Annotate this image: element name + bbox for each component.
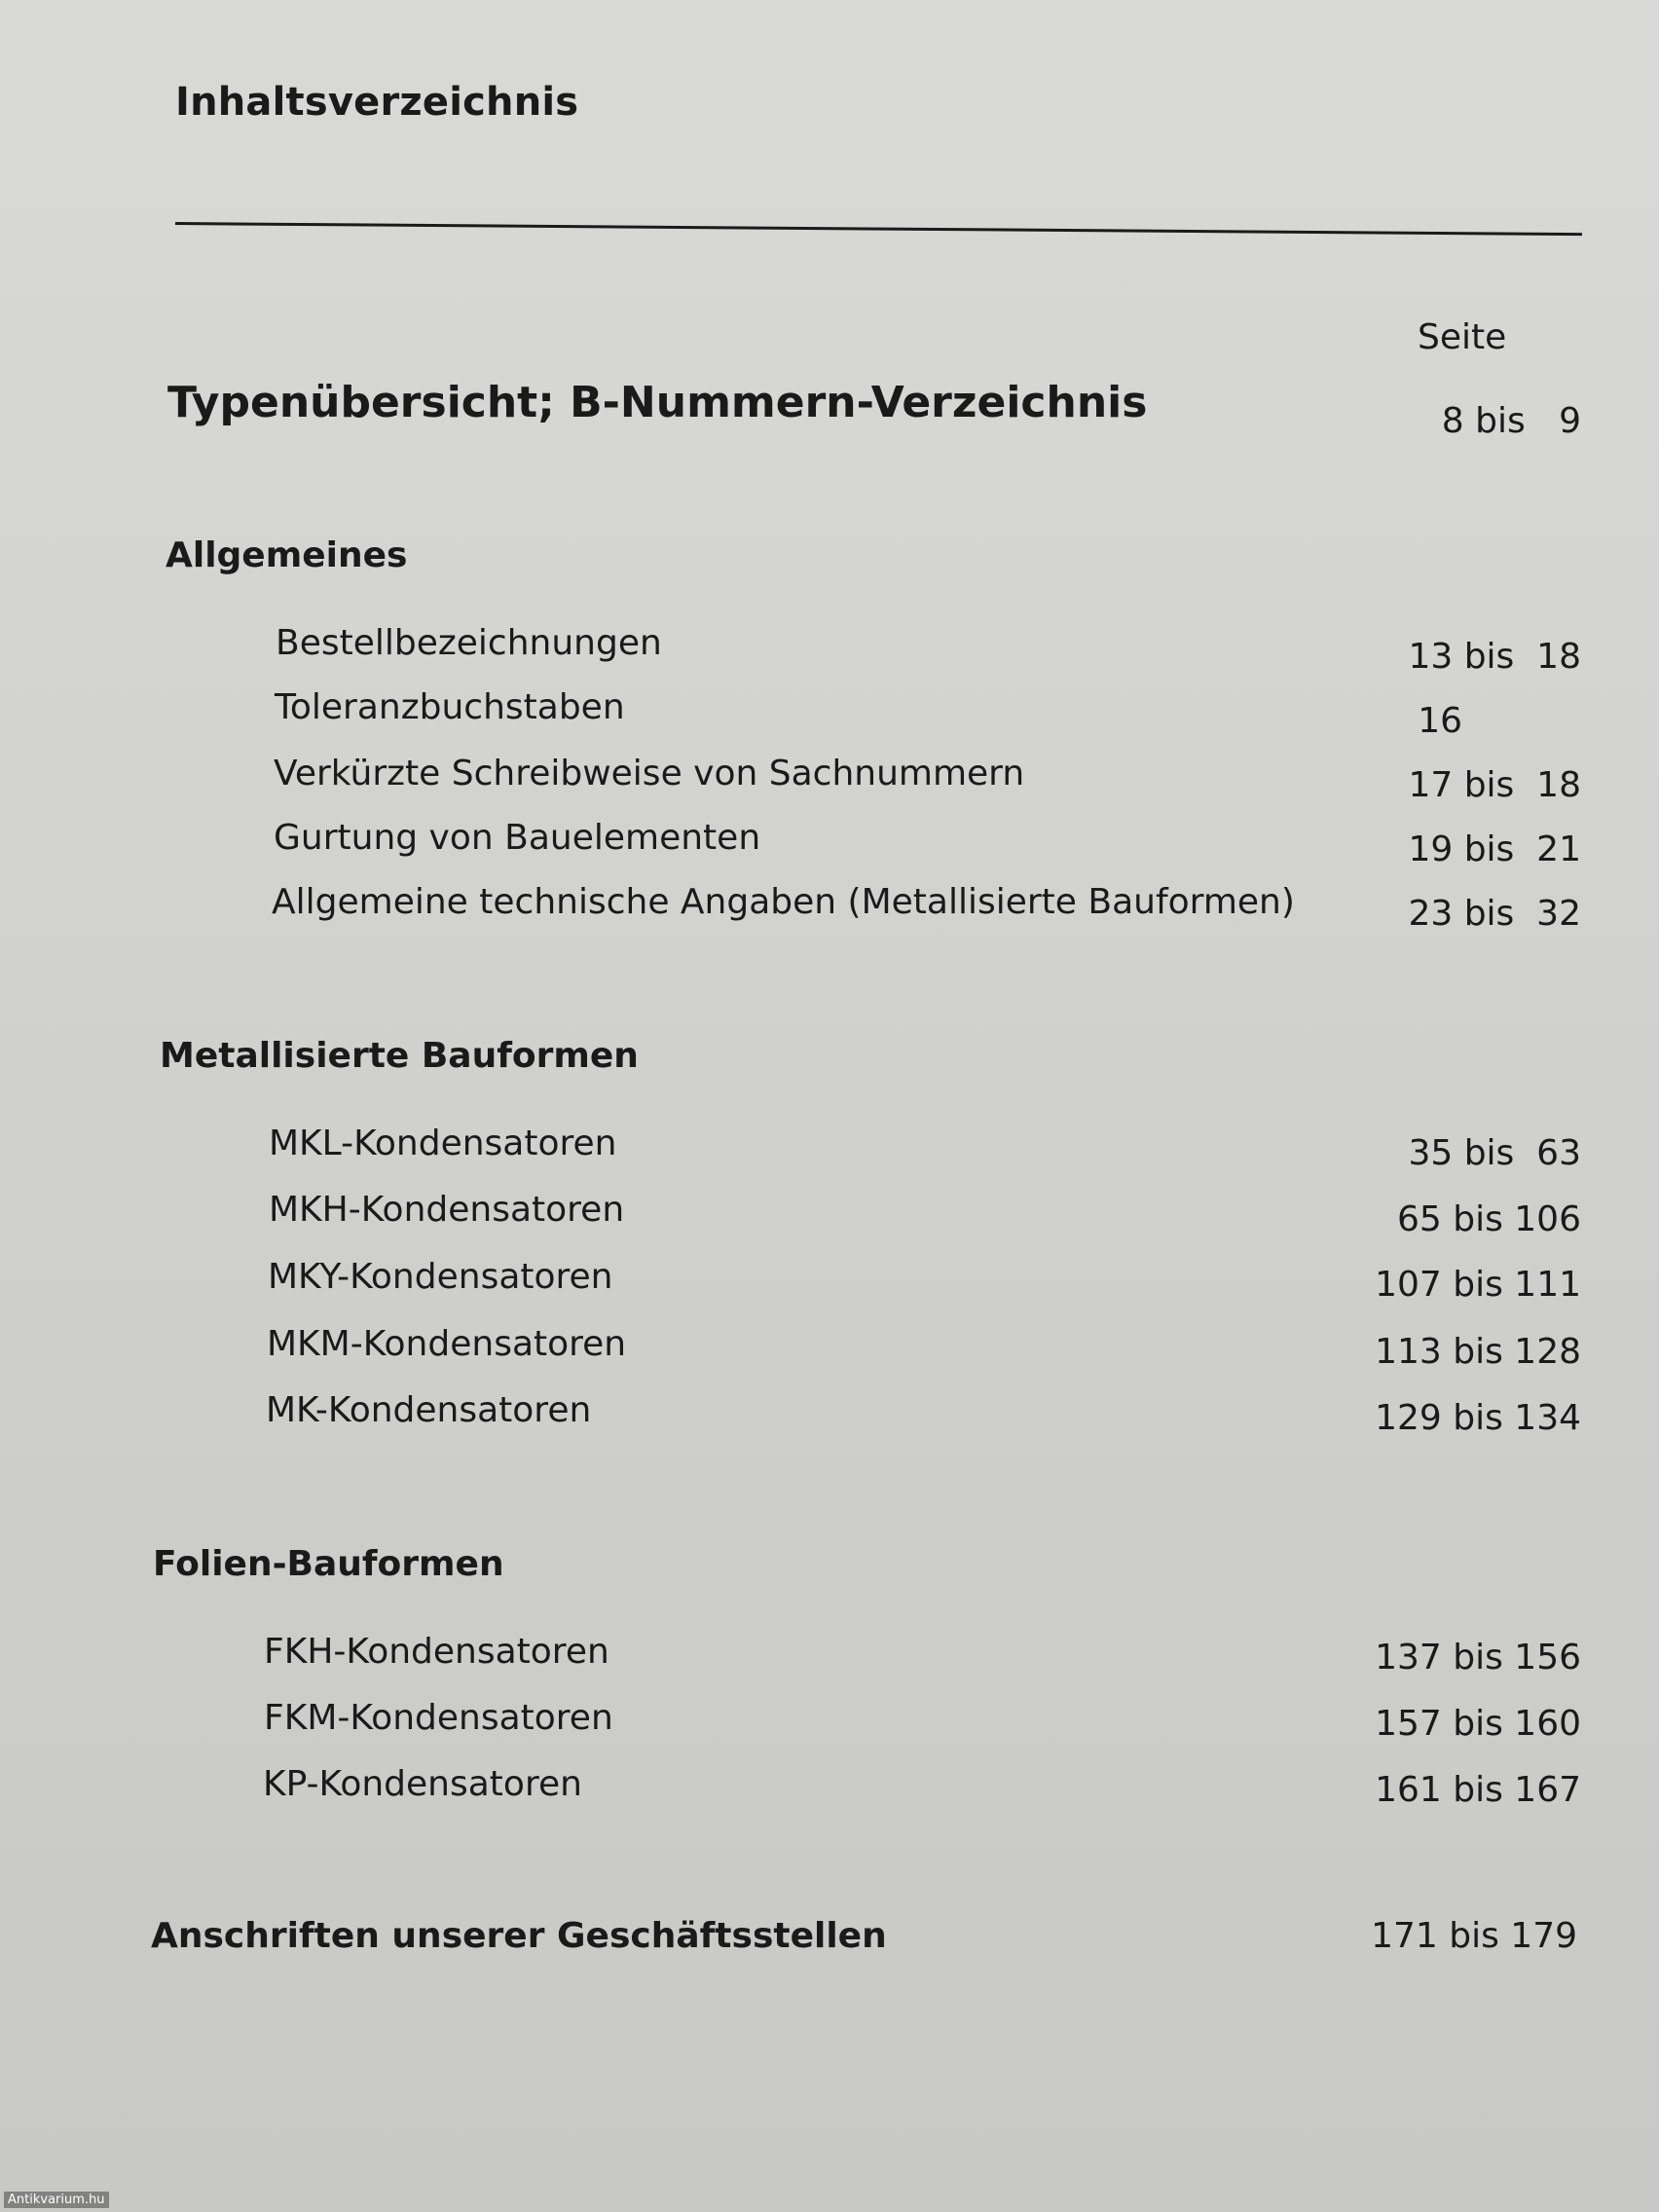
toc-entry [0,623,1659,677]
toc-entry-label: MKL-Kondensatoren [269,1124,617,1163]
title-divider [175,222,1582,236]
toc-entry [0,1698,1659,1747]
toc-entry-pages: 13 bis 18 [1408,637,1581,677]
toc-entry [0,1632,1659,1680]
toc-entry [0,1764,1659,1813]
toc-entry-pages: 113 bis 128 [1375,1332,1581,1372]
toc-entry-pages: 16 [1418,701,1462,741]
toc-entry-label: FKM-Kondensatoren [264,1698,613,1738]
toc-entry-label: Allgemeine technische Angaben (Metallisierte Bauformen) [272,882,1295,922]
toc-entry-pages: 157 bis 160 [1375,1704,1581,1744]
toc-entry-pages: 161 bis 167 [1375,1770,1581,1810]
toc-entry-pages: 107 bis 111 [1375,1265,1581,1305]
toc-entry-pages: 129 bis 134 [1375,1398,1581,1438]
toc-section-heading [0,1544,1659,1593]
toc-entry-pages: 8 bis 9 [1441,401,1581,441]
toc-section-heading [0,535,1659,584]
toc-entry-overview [0,378,1659,441]
toc-entry-label: Typenübersicht; B-Nummern-Verzeichnis [167,378,1148,427]
toc-entry-label: MKM-Kondensatoren [267,1324,627,1364]
toc-entry-pages: 23 bis 32 [1408,894,1581,934]
page-title: Inhaltsverzeichnis [175,80,579,125]
toc-entry-label: MKH-Kondensatoren [269,1190,625,1230]
toc-entry-label: FKH-Kondensatoren [264,1632,609,1672]
toc-entry [0,1124,1659,1172]
toc-entry-pages: 171 bis 179 [1371,1916,1577,1956]
watermark-label: Antikvarium.hu [4,2192,109,2208]
section-heading-label: Allgemeines [166,535,408,575]
toc-entry-label: Toleranzbuchstaben [275,687,625,727]
toc-entry-label: Gurtung von Bauelementen [274,818,761,858]
toc-entry-label: Bestellbezeichnungen [276,623,662,663]
toc-entry [0,687,1659,741]
toc-entry-pages: 137 bis 156 [1375,1638,1581,1677]
section-heading-label: Folien-Bauformen [153,1544,504,1584]
toc-entry-pages: 65 bis 106 [1396,1199,1581,1239]
toc-entry [0,754,1659,805]
toc-entry [0,1257,1659,1306]
toc-entry [0,1190,1659,1238]
toc-entry-label: Anschriften unserer Geschäftsstellen [151,1916,887,1956]
toc-entry [0,882,1659,934]
toc-entry [0,818,1659,869]
toc-entry-label: MK-Kondensatoren [266,1390,592,1430]
toc-section-heading [0,1036,1659,1085]
toc-entry-label: Verkürzte Schreibweise von Sachnummern [274,754,1025,793]
page-column-header: Seite [1418,317,1507,357]
toc-entry-pages: 17 bis 18 [1408,765,1581,805]
toc-entry [0,1390,1659,1439]
toc-entry-addresses [0,1916,1659,1965]
toc-entry [0,1324,1659,1373]
toc-entry-pages: 35 bis 63 [1408,1133,1581,1173]
section-heading-label: Metallisierte Bauformen [160,1036,639,1076]
toc-entry-pages: 19 bis 21 [1408,830,1581,869]
toc-entry-label: KP-Kondensatoren [263,1764,582,1804]
toc-entry-label: MKY-Kondensatoren [268,1257,613,1297]
